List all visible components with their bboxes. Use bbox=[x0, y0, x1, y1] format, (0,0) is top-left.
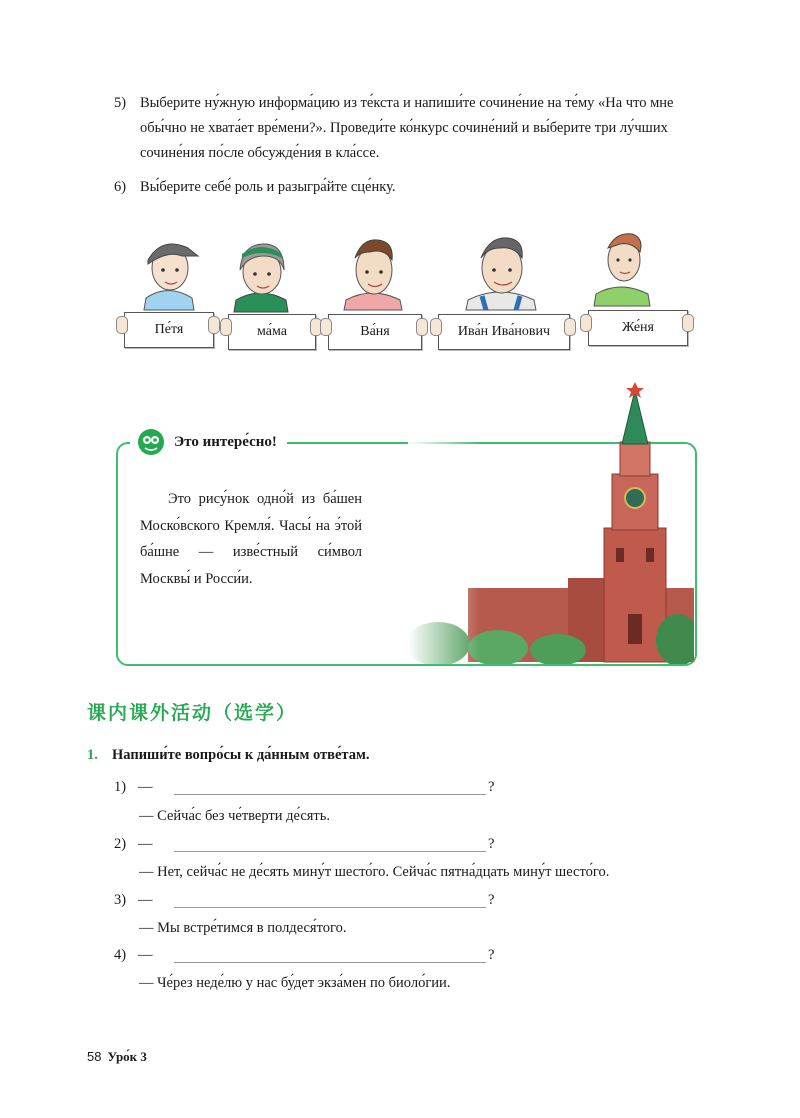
dash: — bbox=[138, 779, 153, 795]
info-box-title: Это интере́сно! bbox=[174, 433, 277, 450]
answer-blank[interactable] bbox=[174, 962, 486, 963]
item-number: 1) bbox=[114, 779, 127, 795]
question-line bbox=[114, 779, 504, 799]
answer-text: — Сейча́с без че́тверти де́сять. bbox=[139, 808, 331, 824]
task-6 bbox=[114, 175, 704, 201]
kremlin-illustration bbox=[408, 378, 694, 664]
exercise-number: 1. bbox=[87, 747, 98, 763]
task-text: Вы́берите себе́ роль и разыгра́йте сце́нку. bbox=[140, 179, 396, 195]
exercise-title: Напиши́те вопро́сы к да́нным отве́там. bbox=[112, 747, 370, 763]
dash: — bbox=[138, 947, 153, 963]
section-heading: 课内课外活动（选学） bbox=[87, 702, 298, 724]
hand-icon bbox=[580, 314, 592, 332]
hand-icon bbox=[430, 318, 442, 336]
hand-icon bbox=[416, 318, 428, 336]
hand-icon bbox=[564, 318, 576, 336]
spasskaya-tower-drawing bbox=[408, 378, 694, 664]
dash: — bbox=[138, 836, 153, 852]
hand-icon bbox=[320, 318, 332, 336]
question-mark: ? bbox=[488, 947, 495, 963]
sign-zhenya: Же́ня bbox=[588, 310, 688, 346]
answer-text: — Че́рез неде́лю у нас бу́дет экза́мен по биоло́гии. bbox=[139, 975, 451, 991]
character-mama-figure bbox=[234, 244, 288, 312]
question-mark: ? bbox=[488, 836, 495, 852]
page-number: 58 bbox=[87, 1049, 102, 1064]
item-number: 2) bbox=[114, 836, 127, 852]
sign-petya: Пе́тя bbox=[124, 312, 214, 348]
sign-mama: ма́ма bbox=[228, 314, 316, 350]
info-box-header bbox=[130, 426, 287, 458]
sign-ivan-ivanovich: Ива́н Ива́нович bbox=[438, 314, 570, 350]
answer-blank[interactable] bbox=[174, 851, 486, 852]
question-line bbox=[114, 947, 504, 967]
answer-blank[interactable] bbox=[174, 794, 486, 795]
lesson-label: Уро́к 3 bbox=[107, 1049, 147, 1064]
hand-icon bbox=[208, 316, 220, 334]
answer-blank[interactable] bbox=[174, 907, 486, 908]
answer-text: — Нет, сейча́с не де́сять мину́т шесто́го. Сейча́с пятна́дцать мину́т шесто́го. bbox=[139, 864, 610, 880]
character-vanya-figure bbox=[344, 240, 402, 310]
info-box-paragraph: Это рису́нок одно́й из ба́шен Моско́вского Кремля́. Часы́ на э́той ба́шне — изве́стный си́мвол Москвы́ и Росси́и. bbox=[140, 491, 362, 587]
character-zhenya-figure bbox=[594, 234, 650, 306]
interesting-fact-icon bbox=[136, 427, 166, 457]
info-box-text bbox=[140, 486, 362, 592]
hand-icon bbox=[220, 318, 232, 336]
sign-vanya: Ва́ня bbox=[328, 314, 422, 350]
dash: — bbox=[138, 892, 153, 908]
page-footer bbox=[87, 1049, 147, 1065]
item-number: 3) bbox=[114, 892, 127, 908]
question-line bbox=[114, 892, 504, 912]
question-mark: ? bbox=[488, 779, 495, 795]
character-ivan-ivanovich-figure bbox=[466, 238, 536, 310]
task-number: 5) bbox=[114, 95, 127, 111]
answer-text: — Мы встре́тимся в полдеся́того. bbox=[139, 920, 347, 936]
task-text: Выберите ну́жную информа́цию из те́кста и напиши́те сочине́ние на те́му «На что мне обы́чно не хвата́ет вре́мени?». Проведи́те ко́нкурс сочине́ний и вы́берите три лу́чших сочине́ния по́сле обсужде́ния в кла́ссе. bbox=[140, 95, 674, 161]
question-mark: ? bbox=[488, 892, 495, 908]
item-number: 4) bbox=[114, 947, 127, 963]
hand-icon bbox=[116, 316, 128, 334]
task-number: 6) bbox=[114, 179, 127, 195]
task-5 bbox=[114, 91, 704, 171]
question-line bbox=[114, 836, 504, 856]
hand-icon bbox=[682, 314, 694, 332]
character-petya-figure bbox=[144, 244, 198, 310]
